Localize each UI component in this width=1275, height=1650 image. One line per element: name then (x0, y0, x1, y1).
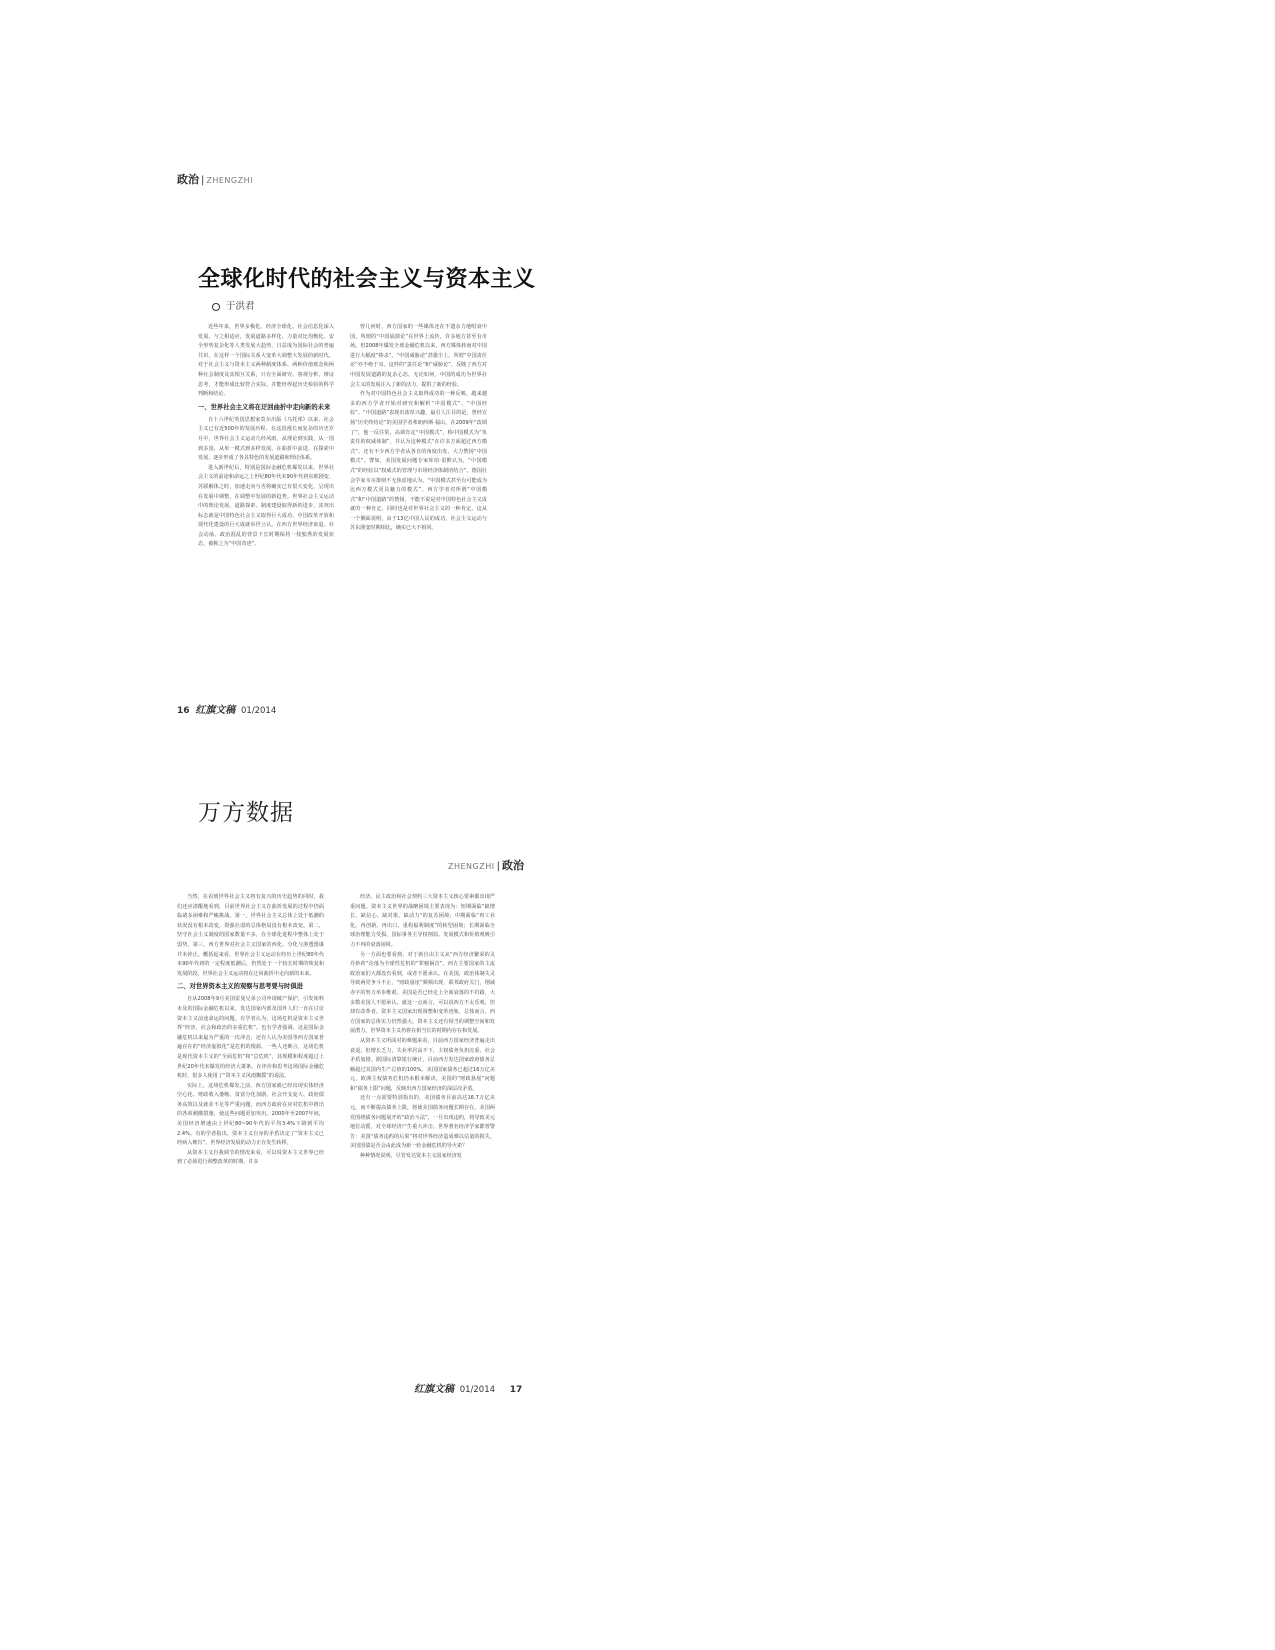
paragraph: 近些年来，世界多极化、经济全球化、社会信息化深入发展。与之相适应，发展道路多样化、力量对比均衡化、安全形势复杂化等人类发展大趋势，日益成为国际社会的普遍共识。在这样一个国际关系大变革大调整大发展的新时代，对于社会主义与资本主义两种制度体系、两种价值观念和两种社会制度及其相互关系，只有全面研究、客观分析、辩证思考，才能形成比较符合实际、并能经得起历史检验的科学判断和结论。 (198, 324, 334, 398)
paragraph: 另一方面也要看到，对于新自由主义从“西方经济繁荣的灵丹妙药”沦落为全球性危机的“罪魁祸首”，西方主要国家的主流政治家们大都没有看到，或者不愿承认。在美国，政治体制失灵导致两党争斗不止，“财政悬崖”频频出现，联邦政府关门，削减赤字的努力举步维艰。美国是否已经走上全面衰落的不归路，大多数美国人不愿承认。就这一点而言，可以说西方不太乐观，但却有改革者。资本主义国家出现调整和变革迹象，总体而言，西方国家的总体实力仍然强大，资本主义还有相当的调整空间和发展潜力，世界资本主义仍将在相当长的时期内存在和发展。 (350, 951, 495, 1035)
paragraph: 当然，在看到世界社会主义将有复兴的历史趋势的同时，我们还应清醒地看到，目前世界社会主义在曲折发展的过程中仍面临诸多困难和严峻挑战。第一，世界社会主义总体上处于低潮的状况没有根本改变，资强社弱的总体格局没有根本改变。第二，坚守社会主义制度的国家数量不多，在全球化进程中整体上处于弱势。第三，西方世界对社会主义国家的西化、分化与渗透图谋并未停止。概括起来看，世界社会主义运动在经历上世纪80年代末90年代初的一定程度低潮后，仍然处于一个较长时期的恢复和发展阶段，世界社会主义运动将在迂回曲折中走向新的未来。 (177, 894, 324, 977)
paragraph: 种种情况说明，尽管发达资本主义国家经济发 (360, 1153, 462, 1160)
issue-number: 01/2014 (459, 1385, 496, 1395)
paragraph: 曾几何时，西方国家的一些媒体还在不遗余力地唱衰中国，所谓的“中国崩溃论”在世界上流传，许多地方甚至有市场。但2008年爆发全球金融危机以来，西方媒体转而对中国进行大幅度“捧杀”，“中国威胁论”甚嚣尘上。所谓“中国责任论”亦不绝于耳。这样的“责任论”和“威胁论”，反映了西方对中国发展道路的复杂心态。无论如何，中国的成功为世界社会主义的发展注入了新的活力，提供了新的经验。 (350, 324, 487, 388)
divider-bar: | (496, 861, 500, 872)
paragraph: 自十六世纪英国思想家莫尔出版《乌托邦》以来，社会主义已有近500年的发展历程。在这段漫长而复杂的历史岁月中，世界社会主义运动几经风雨，从理论到实践，从一国到多国，从单一模式到多样发展，在曲折中前进，在探索中发展，逐步形成了各具特色的发展道路和理论体系。 (198, 416, 334, 462)
paragraph: 自从2008年9月美国雷曼兄弟公司申请破产保护，引发始料未及的国际金融危机以来，发达国家内部及国外人们一直在讨论资本主义前途命运的问题。有学者认为，这场危机是资本主义世界“经济、社会和政治的多重危机”。也有学者强调，这是国际金融危机以来最为严重的一次冲击，还有人认为美国等西方国家普遍存在的“经济虚拟化”是危机的根源。一些人还断言，这场危机是现代资本主义的“全面危机”和“总危机”，其规模和程度超过上世纪20年代末爆发的经济大萧条。在评价和思考这场国际金融危机时，很多人使用了“资本主义风雨飘摇”的说法。 (177, 996, 324, 1080)
issue-number: 01/2014 (240, 706, 277, 716)
running-head-top (448, 857, 524, 873)
divider-bar: | (201, 175, 205, 186)
page-number: 16 (177, 706, 190, 716)
paragraph: 作为对中国特色社会主义取得成功的一种反映，越来越多的西方学者开始对研究和解析“中国模式”、“中国经验”、“中国道路”表现出浓厚兴趣。最引人注目的是，曾经宣扬“历史终结论”的美国学者弗朗西斯·福山，在2009年“改调了”，他一反往常，高调肯定“中国模式”，称中国模式为“负责任的权威体制”，并认为这种模式“在许多方面超过西方模式”。还有不少西方学者从各自的角度出发，大力赞扬“中国模式”。譬如，美国发展问题专家库珀·雷默认为，“中国模式”的经验以“权威式的管理与市场经济体制的结合”，德国社会学家韦尔策则不无焦虑地认为，“中国模式甚至有可能成为比西方模式更具魅力的模式”。西方学者对所谓“中国模式”和“中国道路”的赞扬，不能不说是对中国特色社会主义成就的一种肯定，同时也是对世界社会主义的一种肯定。这从一个侧面说明，由于13亿中国人民的成功，社会主义运动与苏东剧变时期相比，确实已大不相同。 (350, 391, 487, 532)
paragraph: 实际上，这场危机爆发之前，西方国家就已经出现实体经济空心化、财政收入萎缩、贫富分化加剧、社会开支庞大、政府债务高筑以及就业不足等严重问题。而西方政府在应对危机中推出的各项刺激措施，使这些问题更加突出。2000年至2007年间，美国经济增速由上世纪80~90年代的平均3.4%下降到平均2.4%。有的学者指出，资本主义自身的矛盾决定了“资本主义已经病入膏肓”，世界经济发展的动力正在发生转移。 (177, 1082, 324, 1147)
paragraph: 经济、民主政治和社会契约三大资本主义核心要素都出现严重问题。资本主义世界的战略困境主要表现为：短期面临“缺增长、缺信心、缺对策、缺动力”的复苏困境；中期面临“再工业化、再创新、再出口、重构福利制度”的转型困境；长期面临全球治理能力受损、国际事务主导权削弱、发展模式和价值观吸引力不再的衰落困境。 (350, 894, 495, 948)
author-circle-icon (212, 303, 220, 311)
column-p17-right (350, 893, 495, 1370)
author-line (212, 298, 255, 312)
section-label-en: ZHENGZHI (206, 176, 253, 185)
section-label-cn: 政治 (177, 173, 199, 186)
author-name: 于洪君 (226, 301, 255, 312)
paragraph: 从资本主义自我调节的情况来看，可以说资本主义世界已经到了必须进行调整改革的时期，许多 (177, 1149, 324, 1166)
paragraph: 还有一点需要特别指出的，美国债务目前高达16.7万亿美元，而不断提高债务上限，将使美国债务问题长期存在。美国两党围绕债务问题展开的“政治斗法”，一旦出现违约，将导致美元地位动摇，对全球经济产生重大冲击。世界著名经济学家都曾警告：美国“债务违约的后果”将对世界经济造成难以估量的损失，美国国债是否会由此成为新一轮金融危机的导火索？ (350, 1095, 495, 1150)
section-heading: 一、世界社会主义将在迂回曲折中走向新的未来 (198, 403, 331, 411)
magazine-logo: 红旗文稿 (195, 705, 236, 716)
column-p16-right (350, 323, 487, 690)
column-p17-left (177, 893, 324, 1370)
article-title: 全球化时代的社会主义与资本主义 (198, 267, 536, 292)
folio-p16 (177, 701, 276, 716)
running-head-top (177, 171, 253, 187)
column-p16-left (198, 323, 334, 690)
wanfang-watermark: 万方数据 (198, 800, 294, 826)
section-heading: 二、对世界资本主义的观察与思考要与时俱进 (177, 983, 303, 991)
page-number: 17 (509, 1385, 523, 1395)
magazine-logo: 红旗文稿 (414, 1384, 454, 1395)
paragraph: 从资本主义所面对的难题来看，目前西方国家经济普遍走出衰退，但增长乏力，失业率居高不下，主权债务负担沉重，社会矛盾加剧。据国际清算银行统计，目前西方发达国家政府债务总额超过其国内生产总值的100%。美国国家债务已超过16万亿美元，欧洲主权债务危机仍未根本解决。美国的“财政悬崖”问题和“债务上限”问题，反映出西方国家经济的深层次矛盾。 (350, 1037, 495, 1092)
folio-p17 (411, 1380, 522, 1395)
section-label-en: ZHENGZHI (448, 862, 495, 871)
paragraph: 进入新世纪后，特别是国际金融危机爆发以来，世界社会主义的前途和命运之上世纪80年代末90年代初东欧剧变、苏联解体之时，加速走向与否将确实已有很大变化，呈现出在发展中调整、在调整中发展的新趋势。世界社会主义运动中的理论发展、道路探索、制度建设取得新的进步，其突出标志就是中国特色社会主义取得巨大成功。中国改革开放和现代化建设的巨大成就举世公认，在西方世界经济衰退、社会动荡、政治混乱的背景下长时期保持一枝独秀的发展状态，被称之为“中国奇迹”。 (198, 464, 334, 548)
section-label-cn: 政治 (501, 859, 524, 872)
